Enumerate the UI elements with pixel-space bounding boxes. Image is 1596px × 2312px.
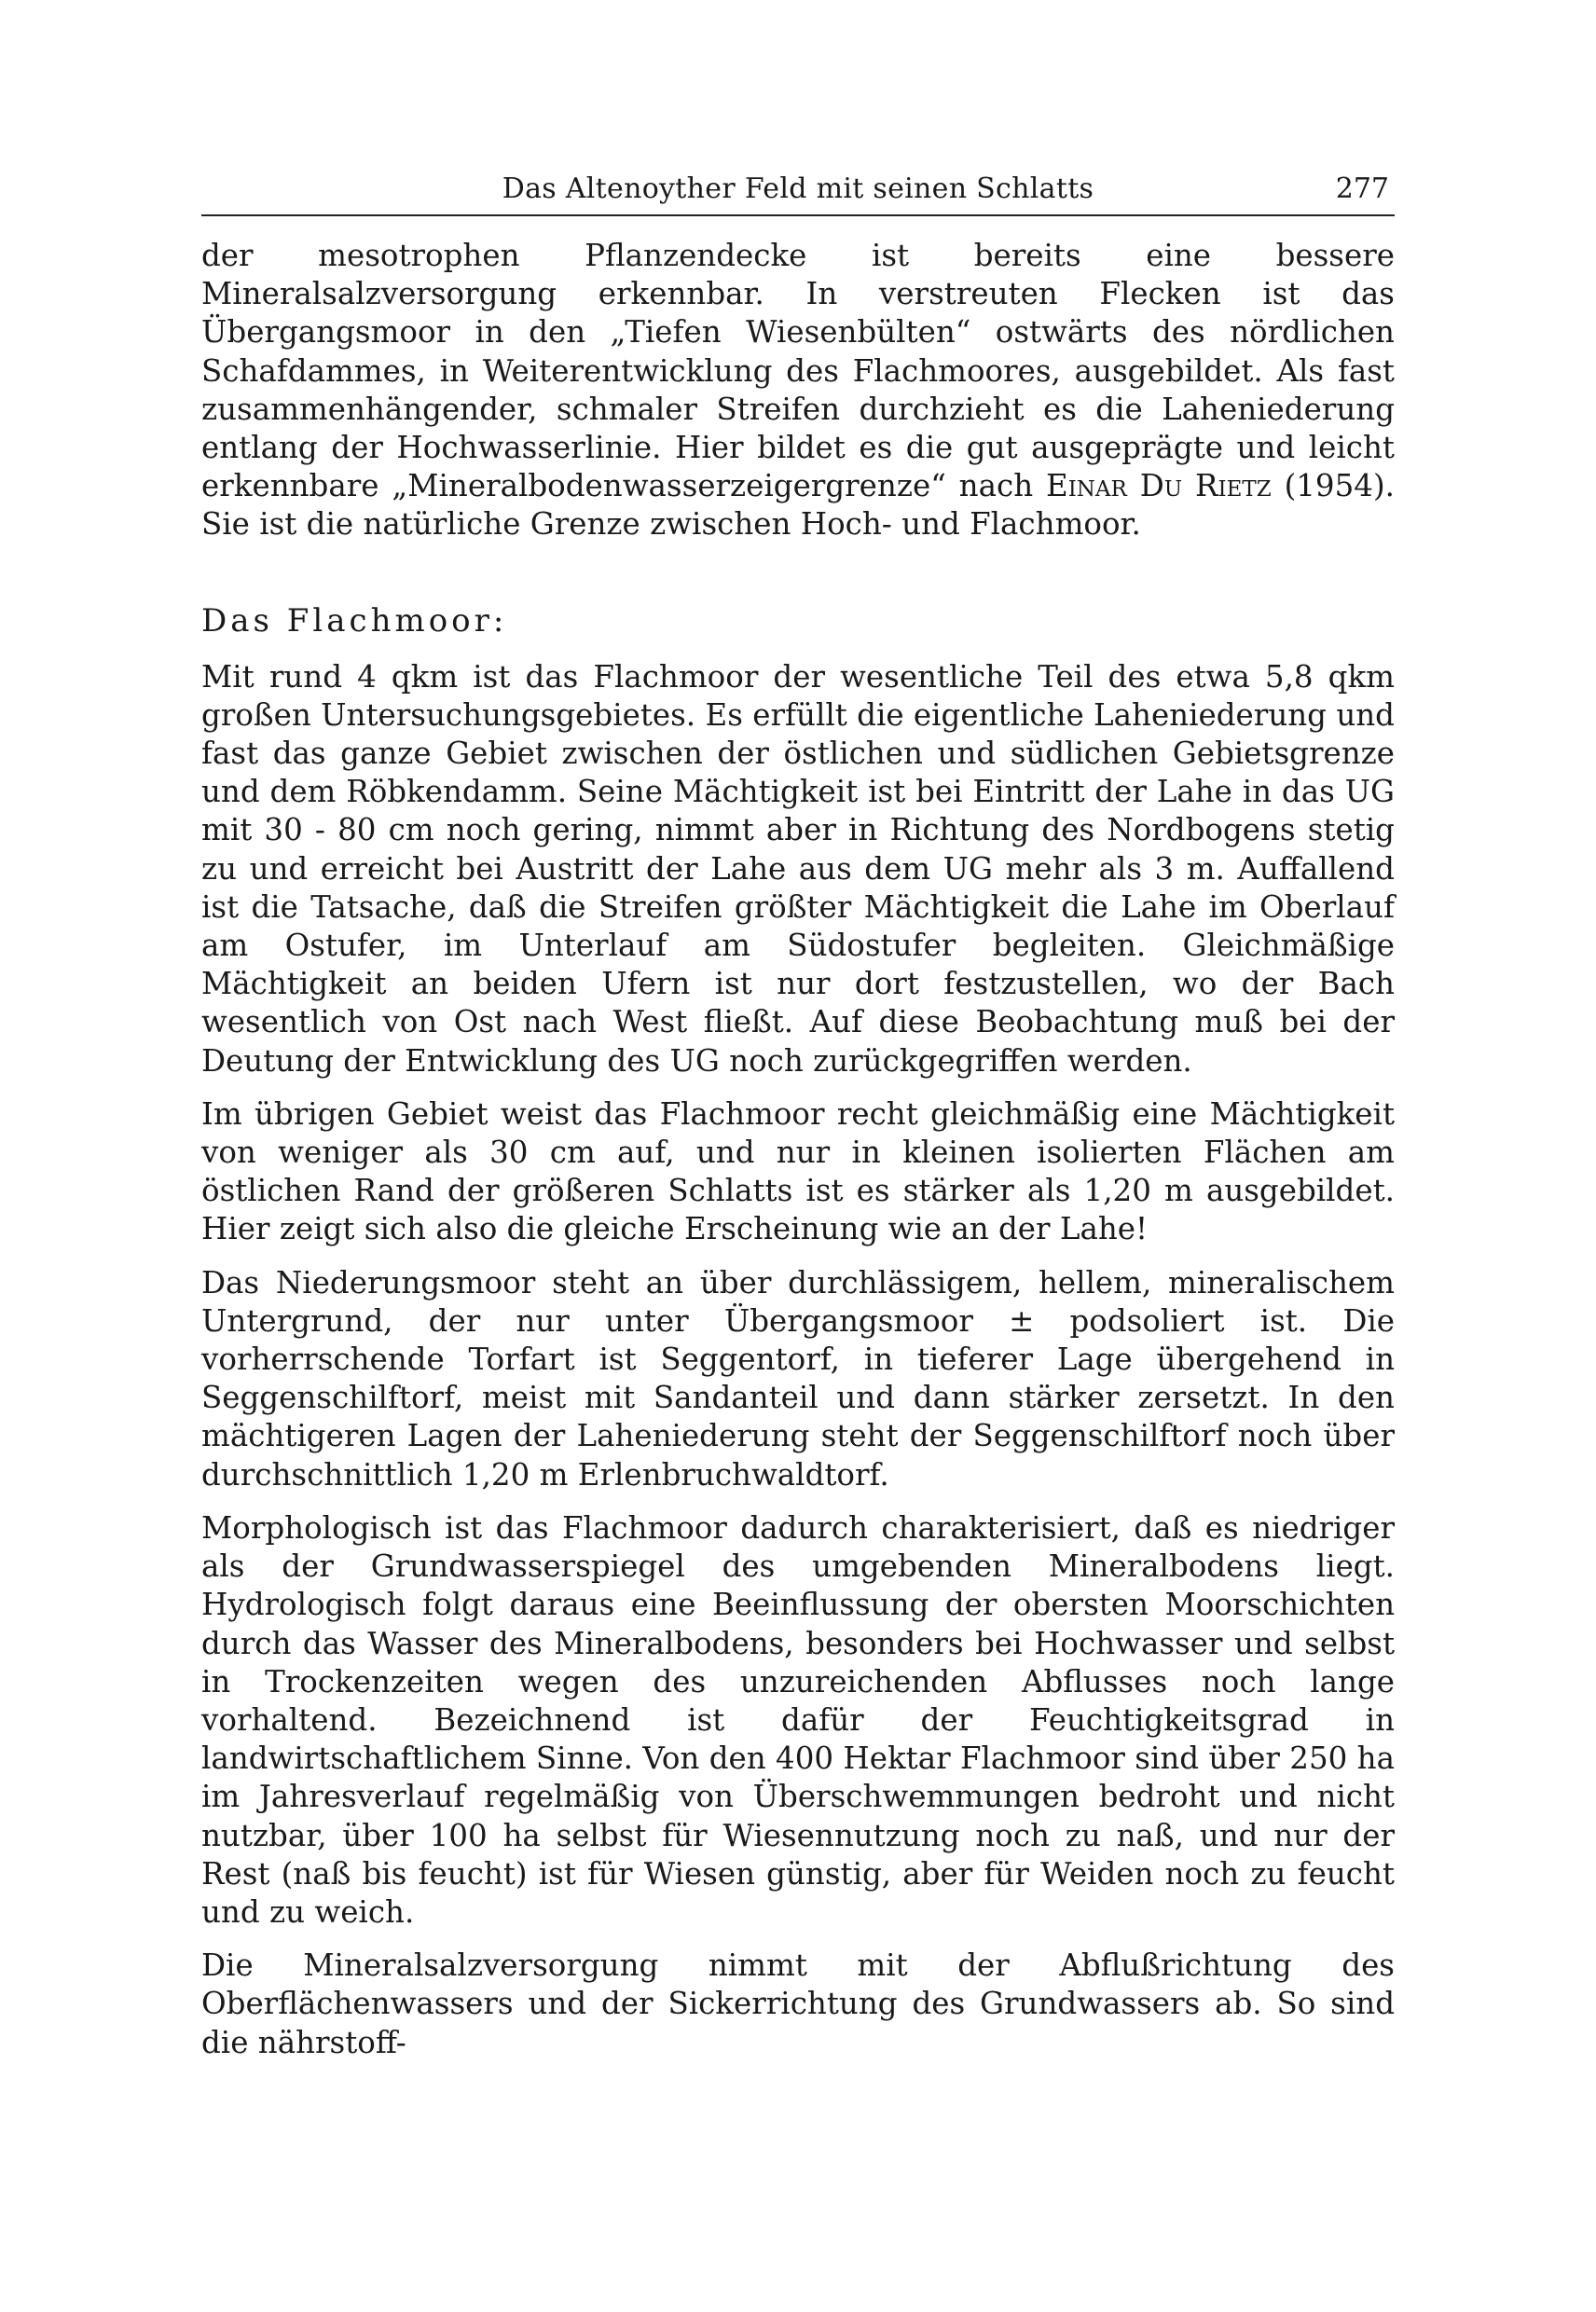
body-text — [201, 237, 1395, 2062]
running-title: Das Altenoyther Feld mit seinen Schlatts — [502, 172, 1094, 205]
author-name: Einar Du Rietz — [1046, 468, 1272, 504]
paragraph-transition-bog — [201, 237, 1395, 544]
paragraph-text: der mesotrophen Pflanzendecke ist bereits eine bessere Mineralsalzversorgung erkennbar. In verstreuten Flecken ist das Übergangsmoor in den „Tiefen Wiesenbülten“ ostwärts des nördlichen Schafdammes, in Weiterentwicklung des Flachmoores, ausgebildet. Als fast zusammenhängender, schmaler Streifen durchzieht es die Laheniederung entlang der Hochwasserlinie. Hier bildet es die gut ausgeprägte und leicht erkennbare „Mineralbodenwasserzeigergrenze“ nach — [201, 238, 1395, 504]
running-header — [201, 164, 1395, 216]
paragraph-text: (1954). Sie ist die natürliche Grenze zwischen Hoch- und Flachmoor. — [201, 468, 1395, 543]
paragraph-extent: Mit rund 4 qkm ist das Flachmoor der wesentliche Teil des etwa 5,8 qkm großen Untersuchungsgebietes. Es erfüllt die eigentliche Laheniederung und fast das ganze Gebiet zwischen der östlichen und südlichen Gebietsgrenze und dem Röbkendamm. Seine Mächtigkeit ist bei Eintritt der Lahe in das UG mit 30 - 80 cm noch gering, nimmt aber in Richtung des Nordbogens stetig zu und erreicht bei Austritt der Lahe aus dem UG mehr als 3 m. Auffallend ist die Tatsache, daß die Streifen größter Mächtigkeit die Lahe im Oberlauf am Ostufer, im Unterlauf am Südostufer begleiten. Gleichmäßige Mächtigkeit an beiden Ufern ist nur dort festzustellen, wo der Bach wesentlich von Ost nach West fließt. Auf diese Beobachtung muß bei der Deutung der Entwicklung des UG noch zurückgegriffen werden. — [201, 658, 1395, 1079]
paragraph-remaining-area: Im übrigen Gebiet weist das Flachmoor recht gleichmäßig eine Mächtigkeit von weniger als 30 cm auf, und nur in kleinen isolierten Flächen am östlichen Rand der größeren Schlatts ist es stärker als 1,20 m ausgebildet. Hier zeigt sich also die gleiche Erscheinung wie an der Lahe! — [201, 1095, 1395, 1247]
paragraph-morphology: Morphologisch ist das Flachmoor dadurch charakterisiert, daß es niedriger als der Grundwasserspiegel des umgebenden Mineralbodens liegt. Hydrologisch folgt daraus eine Beeinflussung der obersten Moorschichten durch das Wasser des Mineralbodens, besonders bei Hochwasser und selbst in Trockenzeiten wegen des unzureichenden Abflusses noch lange vorhaltend. Bezeichnend ist dafür der Feuchtigkeitsgrad in landwirtschaftlichem Sinne. Von den 400 Hektar Flachmoor sind über 250 ha im Jahresverlauf regelmäßig von Überschwemmungen bedroht und nicht nutzbar, über 100 ha selbst für Wiesennutzung noch zu naß, und nur der Rest (naß bis feucht) ist für Wiesen günstig, aber für Weiden noch zu feucht und zu weich. — [201, 1509, 1395, 1930]
page-number: 277 — [1335, 172, 1389, 205]
document-page — [201, 164, 1395, 2062]
paragraph-peat-types: Das Niederungsmoor steht an über durchlässigem, hellem, mineralischem Untergrund, der nur unter Übergangsmoor ± podsoliert ist. Die vorherrschende Torfart ist Seggentorf, in tieferer Lage übergehend in Seggenschilftorf, meist mit Sandanteil und dann stärker zersetzt. In den mächtigeren Lagen der Laheniederung steht der Seggenschilftorf noch über durchschnittlich 1,20 m Erlenbruchwaldtorf. — [201, 1264, 1395, 1493]
section-heading: Das Flachmoor: — [201, 601, 508, 640]
paragraph-mineral-supply: Die Mineralsalzversorgung nimmt mit der Abflußrichtung des Oberflächenwassers und der Sickerrichtung des Grundwassers ab. So sind die nährstoff- — [201, 1947, 1395, 2060]
